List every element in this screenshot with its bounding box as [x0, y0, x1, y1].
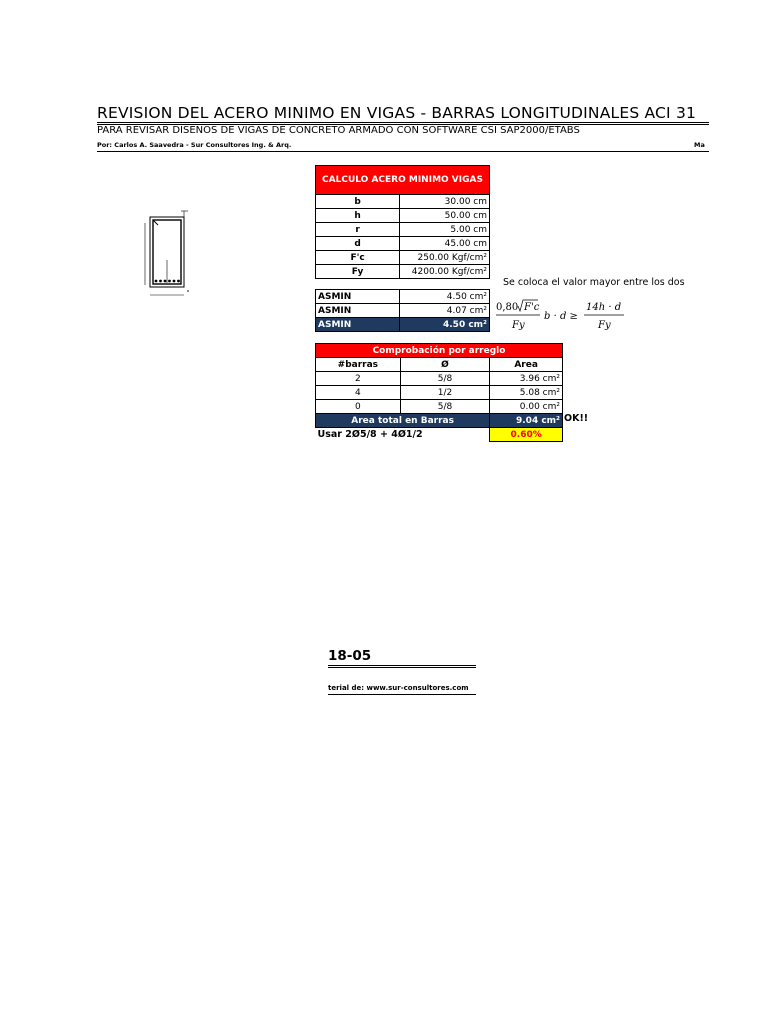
- param-value[interactable]: 5.00 cm: [400, 223, 490, 237]
- beam-section-diagram: [140, 205, 195, 300]
- param-value[interactable]: 4200.00 Kgf/cm²: [400, 265, 490, 279]
- table-row: [316, 251, 490, 265]
- table-row: [316, 195, 490, 209]
- column-header-bars: #barras: [316, 358, 401, 372]
- asmin-label: ASMIN: [316, 304, 400, 318]
- source-line: [328, 684, 469, 692]
- column-headers: [316, 358, 563, 372]
- arrangement-title: Comprobación por arreglo: [316, 344, 563, 358]
- total-row: [316, 414, 563, 428]
- table-row-selected: [316, 318, 490, 332]
- header-rule: [97, 151, 709, 152]
- input-table: [315, 165, 490, 279]
- asmin-value[interactable]: 4.50 cm²: [400, 318, 490, 332]
- formula-left-numerator: 0,80: [496, 302, 519, 313]
- formula-right-denominator: Fy: [598, 320, 611, 331]
- asmin-value[interactable]: 4.50 cm²: [400, 290, 490, 304]
- table-row: [316, 290, 490, 304]
- area-cell: 0.00 cm²: [490, 400, 563, 414]
- asmin-label: ASMIN: [316, 318, 400, 332]
- source-prefix: terial de:: [328, 684, 367, 692]
- code-rule-top: [328, 665, 476, 666]
- table-row: [316, 223, 490, 237]
- diameter-cell[interactable]: 1/2: [400, 386, 490, 400]
- ok-status: OK!!: [564, 413, 589, 424]
- table-row: [316, 304, 490, 318]
- column-header-diameter: Ø: [400, 358, 490, 372]
- bars-cell[interactable]: 2: [316, 372, 401, 386]
- param-value[interactable]: 50.00 cm: [400, 209, 490, 223]
- formula-middle: b · d ≥: [544, 311, 578, 322]
- table-row: [316, 209, 490, 223]
- asmin-formula: [494, 298, 634, 332]
- param-value[interactable]: 250.00 Kgf/cm²: [400, 251, 490, 265]
- table-row: [316, 237, 490, 251]
- diameter-cell[interactable]: 5/8: [400, 400, 490, 414]
- input-table-title: CALCULO ACERO MINIMO VIGAS: [316, 166, 490, 195]
- total-label: Area total en Barras: [316, 414, 490, 428]
- area-cell: 5.08 cm²: [490, 386, 563, 400]
- param-label: F'c: [316, 251, 400, 265]
- sheet-code: 18-05: [328, 648, 372, 664]
- document-subtitle: PARA REVISAR DISEÑOS DE VIGAS DE CONCRETO ARMADO CON SOFTWARE CSI SAP2000/ETABS: [97, 125, 580, 136]
- ratio-value: 0.60%: [490, 428, 563, 442]
- param-label: b: [316, 195, 400, 209]
- asmin-label: ASMIN: [316, 290, 400, 304]
- usar-row: [316, 428, 563, 442]
- diameter-cell[interactable]: 5/8: [400, 372, 490, 386]
- area-cell: 3.96 cm²: [490, 372, 563, 386]
- bars-cell[interactable]: 0: [316, 400, 401, 414]
- table-row: [316, 265, 490, 279]
- arrangement-table: [315, 343, 563, 442]
- total-value: 9.04 cm²: [490, 414, 563, 428]
- param-label: h: [316, 209, 400, 223]
- asmin-value[interactable]: 4.07 cm²: [400, 304, 490, 318]
- formula-left-root: F'c: [524, 302, 540, 313]
- param-label: r: [316, 223, 400, 237]
- bars-cell[interactable]: 4: [316, 386, 401, 400]
- table-row: [316, 372, 563, 386]
- author-line: Por: Carlos A. Saavedra - Sur Consultores Ing. & Arq.: [97, 141, 292, 149]
- column-header-area: Area: [490, 358, 563, 372]
- param-label: Fy: [316, 265, 400, 279]
- table-row: [316, 386, 563, 400]
- param-value[interactable]: 45.00 cm: [400, 237, 490, 251]
- formula-left-denominator: Fy: [512, 320, 525, 331]
- param-label: d: [316, 237, 400, 251]
- code-rule-bottom: [328, 667, 476, 668]
- formula-right-numerator: 14h · d: [586, 302, 622, 313]
- param-value[interactable]: 30.00 cm: [400, 195, 490, 209]
- source-rule: [328, 694, 476, 695]
- note-text: Se coloca el valor mayor entre los dos: [503, 277, 685, 288]
- document-title: REVISION DEL ACERO MINIMO EN VIGAS - BARRAS LONGITUDINALES ACI 31: [97, 104, 697, 122]
- source-link[interactable]: www.sur-consultores.com: [366, 684, 469, 692]
- table-row: [316, 400, 563, 414]
- asmin-table: [315, 289, 490, 332]
- title-rule-top: [97, 122, 709, 123]
- usar-text: Usar 2Ø5/8 + 4Ø1/2: [317, 429, 423, 441]
- author-right-text: Ma: [694, 141, 705, 149]
